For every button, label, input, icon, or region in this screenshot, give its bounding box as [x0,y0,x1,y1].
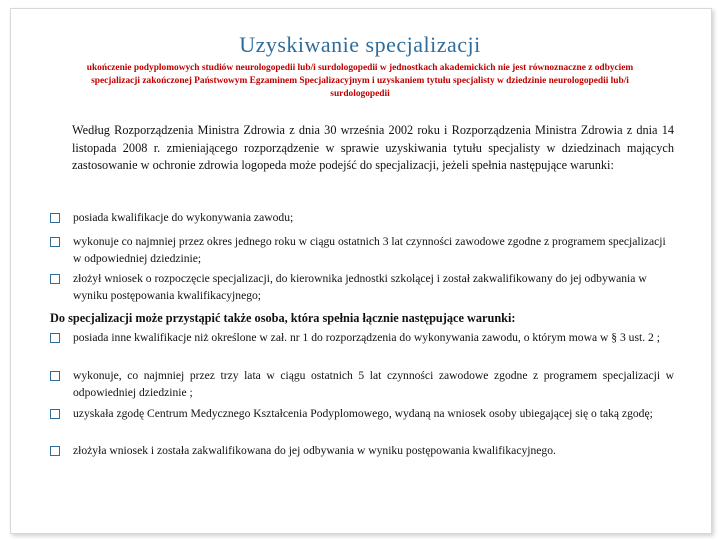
checkbox-bullet-icon [50,213,60,223]
list-item-text: posiada kwalifikacje do wykonywania zawodu; [73,211,294,224]
list-item-text: złożył wniosek o rozpoczęcie specjalizacji, do kierownika jednostki szkolącej i został zakwalifikowany do jej odbywania w wyniku postępowania kwalifikacyjnego; [73,272,647,302]
list-item-text: wykonuje, co najmniej przez trzy lata w ciągu ostatnich 5 lat czynności zawodowe zgodne z programem specjalizacji w odpowiedniej dziedzinie ; [73,369,674,399]
checkbox-bullet-icon [50,237,60,247]
list-item [50,406,674,423]
list-item [50,210,674,227]
checkbox-bullet-icon [50,274,60,284]
checkbox-bullet-icon [50,409,60,419]
checkbox-bullet-icon [50,446,60,456]
list-item-text: wykonuje co najmniej przez okres jednego roku w ciągu ostatnich 3 lat czynności zawodowe zgodne z programem specjalizacji w odpowiedniej dziedzinie; [73,235,666,265]
slide-title: Uzyskiwanie specjalizacji [239,32,481,57]
list-item [50,330,674,347]
list-item [50,234,674,267]
section-heading: Do specjalizacji może przystąpić także osoba, która spełnia łącznie następujące warunki: [50,311,516,325]
checkbox-bullet-icon [50,333,60,343]
list-item-text: uzyskała zgodę Centrum Medycznego Kształcenia Podyplomowego, wydaną na wniosek osoby ubiegającej się o taką zgodę; [73,407,653,420]
intro-paragraph: Według Rozporządzenia Ministra Zdrowia z dnia 30 września 2002 roku i Rozporządzenia Ministra Zdrowia z dnia 14 listopada 2008 r. zmieniającego rozporządzenie w sprawie uzyskiwania tytułu specjalisty w dziedzinach mających zastosowanie w ochronie zdrowia logopeda może podejść do specjalizacji, jeżeli spełnia następujące warunki: [72,123,674,173]
list-item [50,368,674,401]
slide-subtitle: ukończenie podyplomowych studiów neurologopedii lub/i surdologopedii w jednostkach akademickich nie jest równoznaczne z odbyciem specjalizacji zakończonej Państwowym Egzaminem Specjalizacyjnym i uzyskaniem tytułu specjalisty w dziedzinie neurologopedii lub/i surdologopedii [86,63,634,99]
list-item-text: posiada inne kwalifikacje niż określone w zał. nr 1 do rozporządzenia do wykonywania zawodu, o którym mowa w § 3 ust. 2 ; [73,331,660,344]
checkbox-bullet-icon [50,371,60,381]
list-item-text: złożyła wniosek i została zakwalifikowana do jej odbywania w wyniku postępowania kwalifikacyjnego. [73,444,556,457]
list-item [50,271,674,304]
list-item [50,443,674,460]
